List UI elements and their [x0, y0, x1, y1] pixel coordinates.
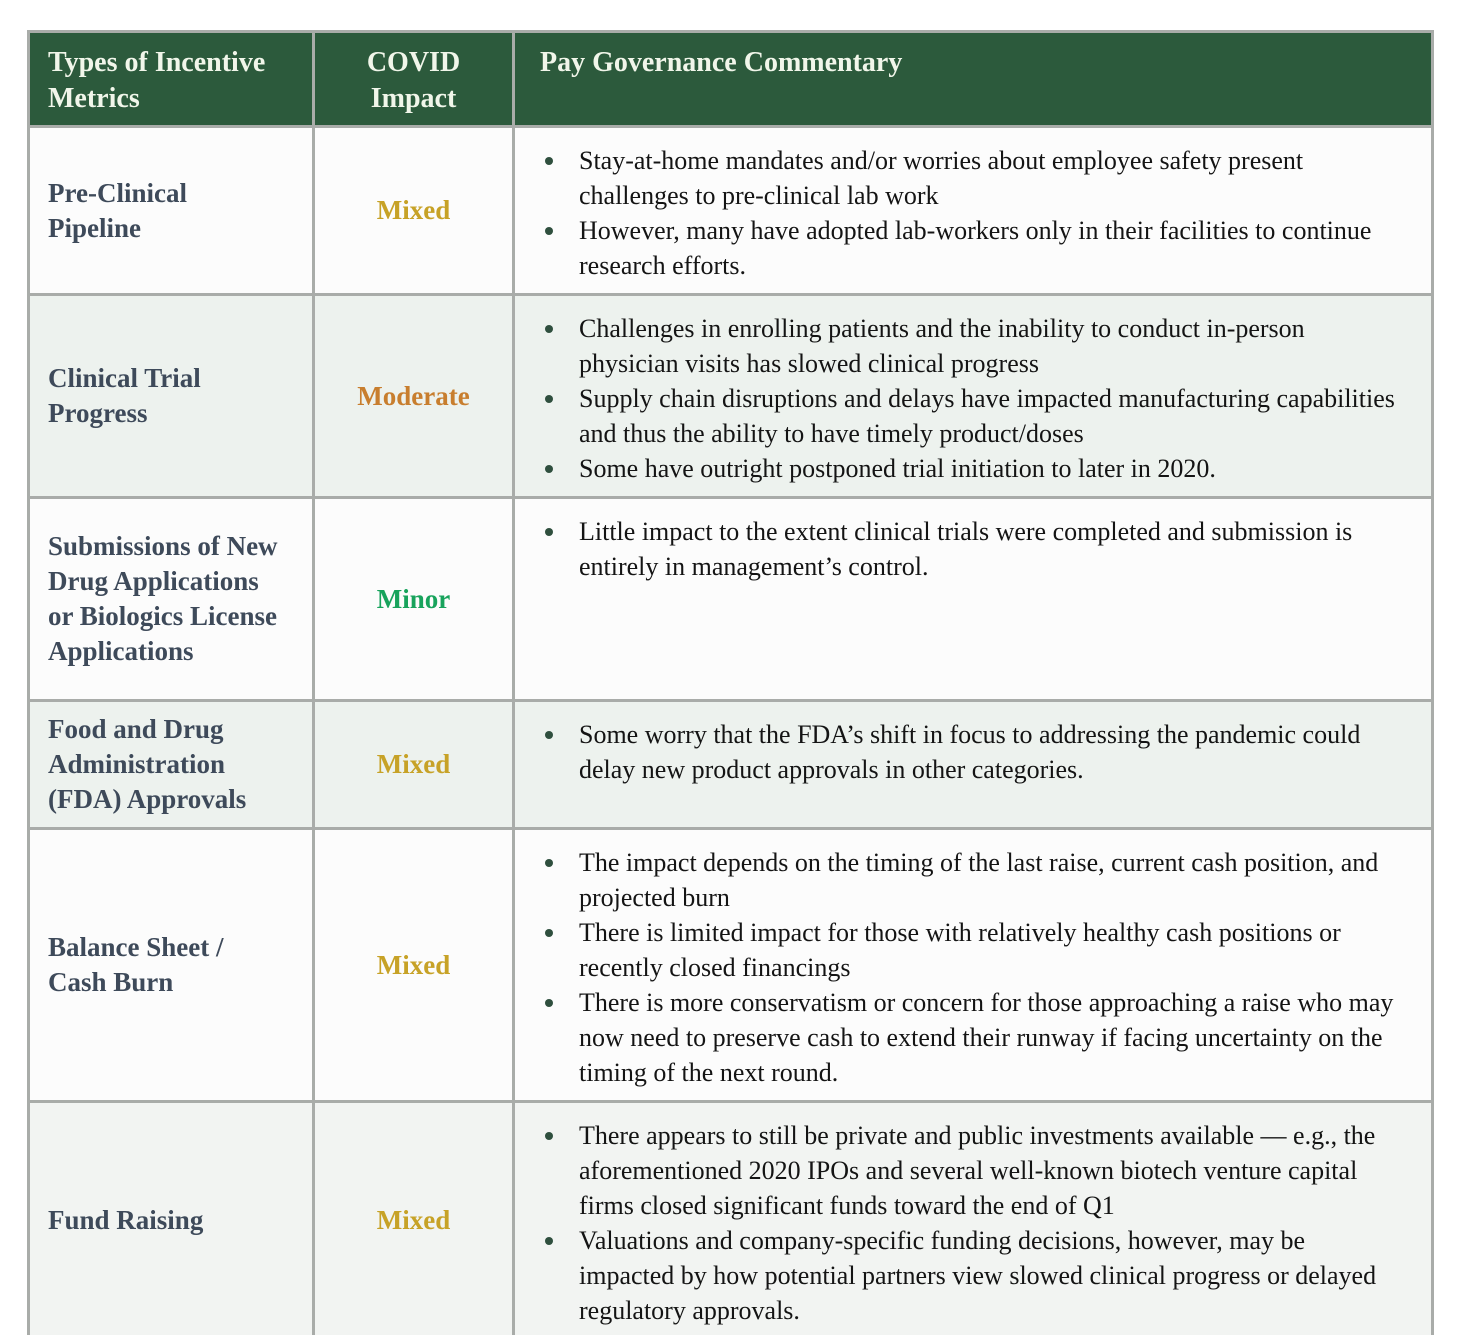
- bullet-item: [537, 514, 1403, 584]
- commentary-cell: [515, 128, 1431, 293]
- incentive-metrics-table: [27, 30, 1434, 1335]
- bullet-icon: [545, 465, 553, 473]
- bullet-icon: [545, 1132, 553, 1140]
- bullet-icon: [545, 528, 553, 536]
- header-impact: COVID Impact: [315, 33, 512, 125]
- bullet-icon: [545, 731, 553, 739]
- metric-cell-pre-clinical-pipeline: Pre-Clinical Pipeline: [30, 128, 312, 293]
- bullet-item: [537, 1223, 1403, 1328]
- bullet-item: [537, 845, 1403, 915]
- header-commentary: Pay Governance Commentary: [515, 33, 1431, 125]
- bullet-item: [537, 143, 1403, 213]
- bullet-icon: [545, 227, 553, 235]
- commentary-cell: [515, 830, 1431, 1100]
- commentary-cell: [515, 1103, 1431, 1335]
- bullet-text: There appears to still be private and public investments available — e.g., the aforementioned 2020 IPOs and several well-known biotech venture capital firms closed significant funds toward the end of Q1: [579, 1121, 1376, 1220]
- metric-cell-fda-approvals: Food and Drug Administration (FDA) Approvals: [30, 702, 312, 827]
- impact-cell: Moderate: [315, 296, 512, 496]
- bullet-item: [537, 213, 1403, 283]
- bullet-text: There is more conservatism or concern for those approaching a raise who may now need to preserve cash to extend their runway if facing uncertainty on the timing of the next round.: [579, 988, 1394, 1087]
- bullet-item: [537, 451, 1403, 486]
- bullet-icon: [545, 157, 553, 165]
- bullet-icon: [545, 1237, 553, 1245]
- bullet-list: [537, 717, 1403, 787]
- impact-cell: Minor: [315, 499, 512, 699]
- bullet-item: [537, 311, 1403, 381]
- commentary-cell: [515, 702, 1431, 827]
- bullet-text: Some worry that the FDA’s shift in focus to addressing the pandemic could delay new product approvals in other categories.: [579, 720, 1361, 784]
- bullet-icon: [545, 325, 553, 333]
- bullet-icon: [545, 859, 553, 867]
- bullet-icon: [545, 999, 553, 1007]
- impact-cell: Mixed: [315, 702, 512, 827]
- bullet-text: Stay-at-home mandates and/or worries about employee safety present challenges to pre-clinical lab work: [579, 146, 1304, 210]
- bullet-text: Supply chain disruptions and delays have impacted manufacturing capabilities and thus the ability to have timely product/doses: [579, 384, 1395, 448]
- metric-cell-fund-raising: Fund Raising: [30, 1103, 312, 1335]
- bullet-text: Challenges in enrolling patients and the inability to conduct in-person physician visits has slowed clinical progress: [579, 314, 1305, 378]
- bullet-item: [537, 381, 1403, 451]
- bullet-text: Little impact to the extent clinical trials were completed and submission is entirely in management’s control.: [579, 517, 1353, 581]
- header-metric: Types of Incentive Metrics: [30, 33, 312, 125]
- bullet-list: [537, 1118, 1403, 1328]
- commentary-cell: [515, 296, 1431, 496]
- impact-cell: Mixed: [315, 128, 512, 293]
- commentary-cell: [515, 499, 1431, 699]
- bullet-icon: [545, 395, 553, 403]
- metric-cell-clinical-trial-progress: Clinical Trial Progress: [30, 296, 312, 496]
- impact-cell: Mixed: [315, 830, 512, 1100]
- metric-cell-submissions-nda-bla: Submissions of New Drug Applications or Biologics License Applications: [30, 499, 312, 699]
- metric-cell-balance-sheet-cash-burn: Balance Sheet / Cash Burn: [30, 830, 312, 1100]
- bullet-text: There is limited impact for those with relatively healthy cash positions or recently closed financings: [579, 918, 1341, 982]
- impact-cell: Mixed: [315, 1103, 512, 1335]
- bullet-list: [537, 311, 1403, 486]
- bullet-list: [537, 845, 1403, 1090]
- bullet-item: [537, 985, 1403, 1090]
- bullet-list: [537, 514, 1403, 584]
- bullet-item: [537, 1118, 1403, 1223]
- bullet-icon: [545, 929, 553, 937]
- bullet-item: [537, 915, 1403, 985]
- bullet-list: [537, 143, 1403, 283]
- bullet-item: [537, 717, 1403, 787]
- bullet-text: The impact depends on the timing of the last raise, current cash position, and projected burn: [579, 848, 1379, 912]
- bullet-text: However, many have adopted lab-workers only in their facilities to continue research efforts.: [579, 216, 1372, 280]
- bullet-text: Some have outright postponed trial initiation to later in 2020.: [579, 454, 1216, 483]
- bullet-text: Valuations and company-specific funding decisions, however, may be impacted by how potential partners view slowed clinical progress or delayed regulatory approvals.: [579, 1226, 1377, 1325]
